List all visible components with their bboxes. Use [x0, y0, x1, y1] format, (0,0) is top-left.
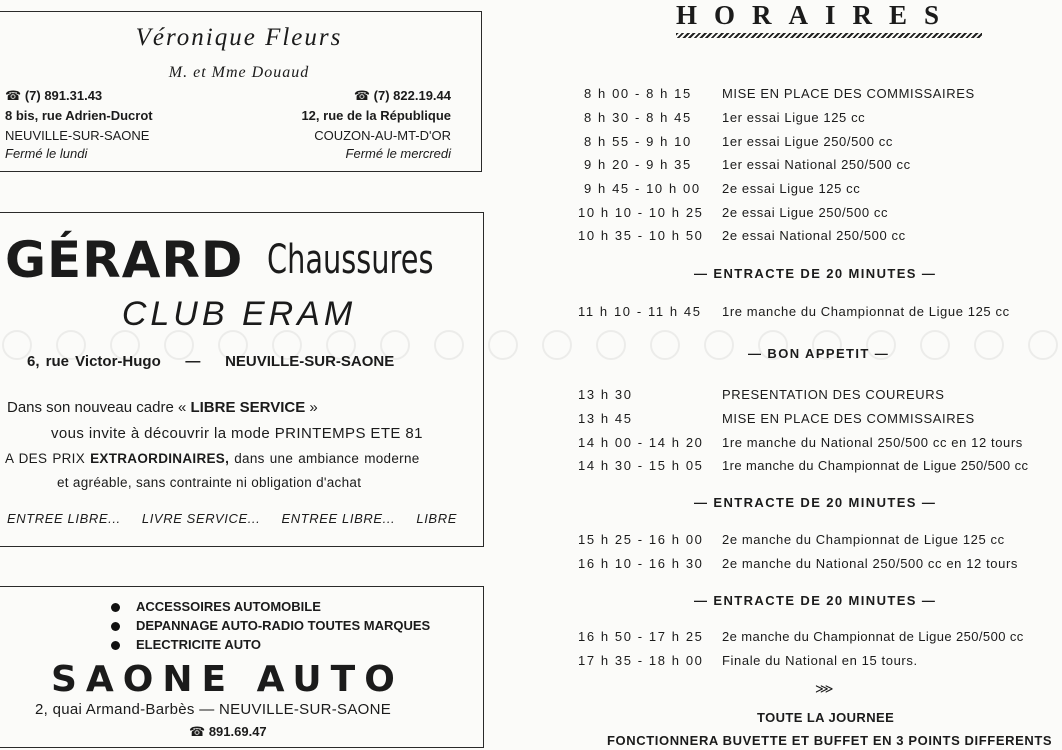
- watermark-logo: [1028, 330, 1062, 376]
- gerard-footer: [7, 511, 457, 526]
- time: 14 h 30 - 15 h 05: [578, 458, 704, 473]
- fleurs-right-city: COUZON-AU-MT-D'OR: [314, 128, 451, 143]
- saone-phone-line: [189, 724, 267, 740]
- time: 17 h 35 - 18 h 00: [578, 653, 704, 668]
- saone-bullet-2: [111, 618, 430, 633]
- bullet-icon: [111, 641, 120, 650]
- time: 16 h 50 - 17 h 25: [578, 629, 704, 644]
- footer-item: LIBRE: [416, 511, 457, 526]
- watermark-logo: [542, 330, 588, 376]
- event: 2e essai National 250/500 cc: [722, 228, 906, 243]
- gerard-address: 6, rue Victor-Hugo: [27, 353, 161, 370]
- event: 1re manche du Championnat de Ligue 250/500 cc: [722, 458, 1029, 473]
- time: 8 h 00 - 8 h 15: [584, 86, 692, 101]
- footer-item: ENTREE LIBRE...: [281, 511, 396, 526]
- lunch-break: — BON APPETIT —: [748, 346, 890, 361]
- fleurs-right-phone: [354, 88, 451, 104]
- time: 9 h 45 - 10 h 00: [584, 181, 701, 196]
- text: »: [305, 399, 318, 416]
- time: 13 h 45: [578, 411, 633, 426]
- title-text: HORAIRES: [676, 0, 957, 30]
- event: 1er essai Ligue 250/500 cc: [722, 134, 893, 149]
- footer-line-2: FONCTIONNERA BUVETTE ET BUFFET EN 3 POINTS DIFFERENTS: [607, 733, 1053, 748]
- event: MISE EN PLACE DES COMMISSAIRES: [722, 411, 975, 426]
- text: Dans son nouveau cadre «: [7, 399, 191, 416]
- event: 2e essai Ligue 250/500 cc: [722, 205, 889, 220]
- saone-address: 2, quai Armand-Barbès — NEUVILLE-SUR-SAONE: [35, 701, 392, 718]
- time: 11 h 10 - 11 h 45: [578, 304, 702, 319]
- title-underline: [676, 33, 982, 38]
- saone-bullet-1: [111, 599, 321, 614]
- watermark-logo: [974, 330, 1020, 376]
- ad-veronique-fleurs: [0, 11, 482, 172]
- bullet-icon: [111, 622, 120, 631]
- footer-line-1: TOUTE LA JOURNEE: [757, 710, 895, 725]
- bullet-text: ELECTRICITE AUTO: [136, 637, 261, 652]
- event: MISE EN PLACE DES COMMISSAIRES: [722, 86, 975, 101]
- time: 9 h 20 - 9 h 35: [584, 157, 692, 172]
- dash: —: [185, 353, 201, 370]
- watermark-logo: [650, 330, 696, 376]
- intermission: — ENTRACTE DE 20 MINUTES —: [694, 593, 937, 608]
- event: 2e essai Ligue 125 cc: [722, 181, 861, 196]
- gerard-name: GÉRARD: [5, 231, 244, 289]
- gerard-line3: [5, 451, 420, 466]
- event: 1er essai National 250/500 cc: [722, 157, 911, 172]
- fleurs-left-phone: [5, 88, 102, 104]
- event: Finale du National en 15 tours.: [722, 653, 918, 668]
- ornament-icon: ⋙: [815, 682, 834, 697]
- event: 2e manche du Championnat de Ligue 250/500 cc: [722, 629, 1024, 644]
- fleurs-right-address: 12, rue de la République: [301, 108, 451, 123]
- footer-item: LIVRE SERVICE...: [141, 511, 261, 526]
- event: 1er essai Ligue 125 cc: [722, 110, 866, 125]
- phone-number: (7) 822.19.44: [373, 88, 451, 103]
- watermark-logo: [596, 330, 642, 376]
- fleurs-left-closed: Fermé le lundi: [5, 146, 88, 161]
- time: 8 h 55 - 9 h 10: [584, 134, 692, 149]
- bullet-text: ACCESSOIRES AUTOMOBILE: [136, 599, 321, 614]
- saone-name: SAONE AUTO: [51, 659, 404, 700]
- gerard-line1: [7, 399, 318, 416]
- footer-item: ENTREE LIBRE...: [7, 511, 121, 526]
- phone-number: (7) 891.31.43: [24, 88, 103, 103]
- ad-saone-auto: [0, 586, 484, 748]
- phone-icon: ☎: [353, 89, 371, 104]
- time: 16 h 10 - 16 h 30: [578, 556, 704, 571]
- gerard-line2: vous invite à découvrir la mode PRINTEMPS ETE 81: [51, 425, 423, 442]
- time: 10 h 35 - 10 h 50: [578, 228, 704, 243]
- bullet-icon: [111, 603, 120, 612]
- time: 10 h 10 - 10 h 25: [578, 205, 704, 220]
- bold-text: EXTRAORDINAIRES,: [90, 451, 230, 466]
- ad-gerard-chaussures: [0, 212, 484, 547]
- saone-bullet-3: [111, 637, 261, 652]
- phone-number: 891.69.47: [208, 724, 267, 739]
- text: A DES PRIX: [5, 451, 91, 466]
- phone-icon: ☎: [5, 89, 22, 104]
- libre-service-text: LIBRE SERVICE: [190, 399, 306, 416]
- gerard-city: NEUVILLE-SUR-SAONE: [225, 353, 395, 370]
- phone-icon: ☎: [189, 725, 206, 740]
- watermark-logo: [488, 330, 534, 376]
- time: 14 h 00 - 14 h 20: [578, 435, 704, 450]
- event: 2e manche du National 250/500 cc en 12 tours: [722, 556, 1018, 571]
- fleurs-left-city: NEUVILLE-SUR-SAONE: [5, 128, 150, 143]
- time: 15 h 25 - 16 h 00: [578, 532, 704, 547]
- event: 1re manche du National 250/500 cc en 12 tours: [722, 435, 1023, 450]
- event: 1re manche du Championnat de Ligue 125 cc: [722, 304, 1010, 319]
- intermission: — ENTRACTE DE 20 MINUTES —: [694, 266, 937, 281]
- bullet-text: DEPANNAGE AUTO-RADIO TOUTES MARQUES: [136, 618, 431, 633]
- horaires-title: [676, 0, 956, 31]
- time: 13 h 30: [578, 387, 633, 402]
- fleurs-left-address: 8 bis, rue Adrien-Ducrot: [5, 108, 153, 123]
- fleurs-owners: M. et Mme Douaud: [168, 64, 310, 81]
- gerard-name2: Chaussures: [267, 237, 434, 283]
- event: PRESENTATION DES COUREURS: [722, 387, 945, 402]
- gerard-line4: et agréable, sans contrainte ni obligation d'achat: [57, 475, 362, 490]
- time: 8 h 30 - 8 h 45: [584, 110, 692, 125]
- intermission: — ENTRACTE DE 20 MINUTES —: [694, 495, 937, 510]
- gerard-club: CLUB ERAM: [121, 295, 357, 333]
- gerard-address-line: [27, 353, 394, 370]
- watermark-logo: [704, 330, 750, 376]
- watermark-logo: [920, 330, 966, 376]
- text: dans une ambiance moderne: [229, 451, 420, 466]
- event: 2e manche du Championnat de Ligue 125 cc: [722, 532, 1005, 547]
- fleurs-right-closed: Fermé le mercredi: [345, 146, 451, 161]
- fleurs-title: Véronique Fleurs: [135, 24, 343, 51]
